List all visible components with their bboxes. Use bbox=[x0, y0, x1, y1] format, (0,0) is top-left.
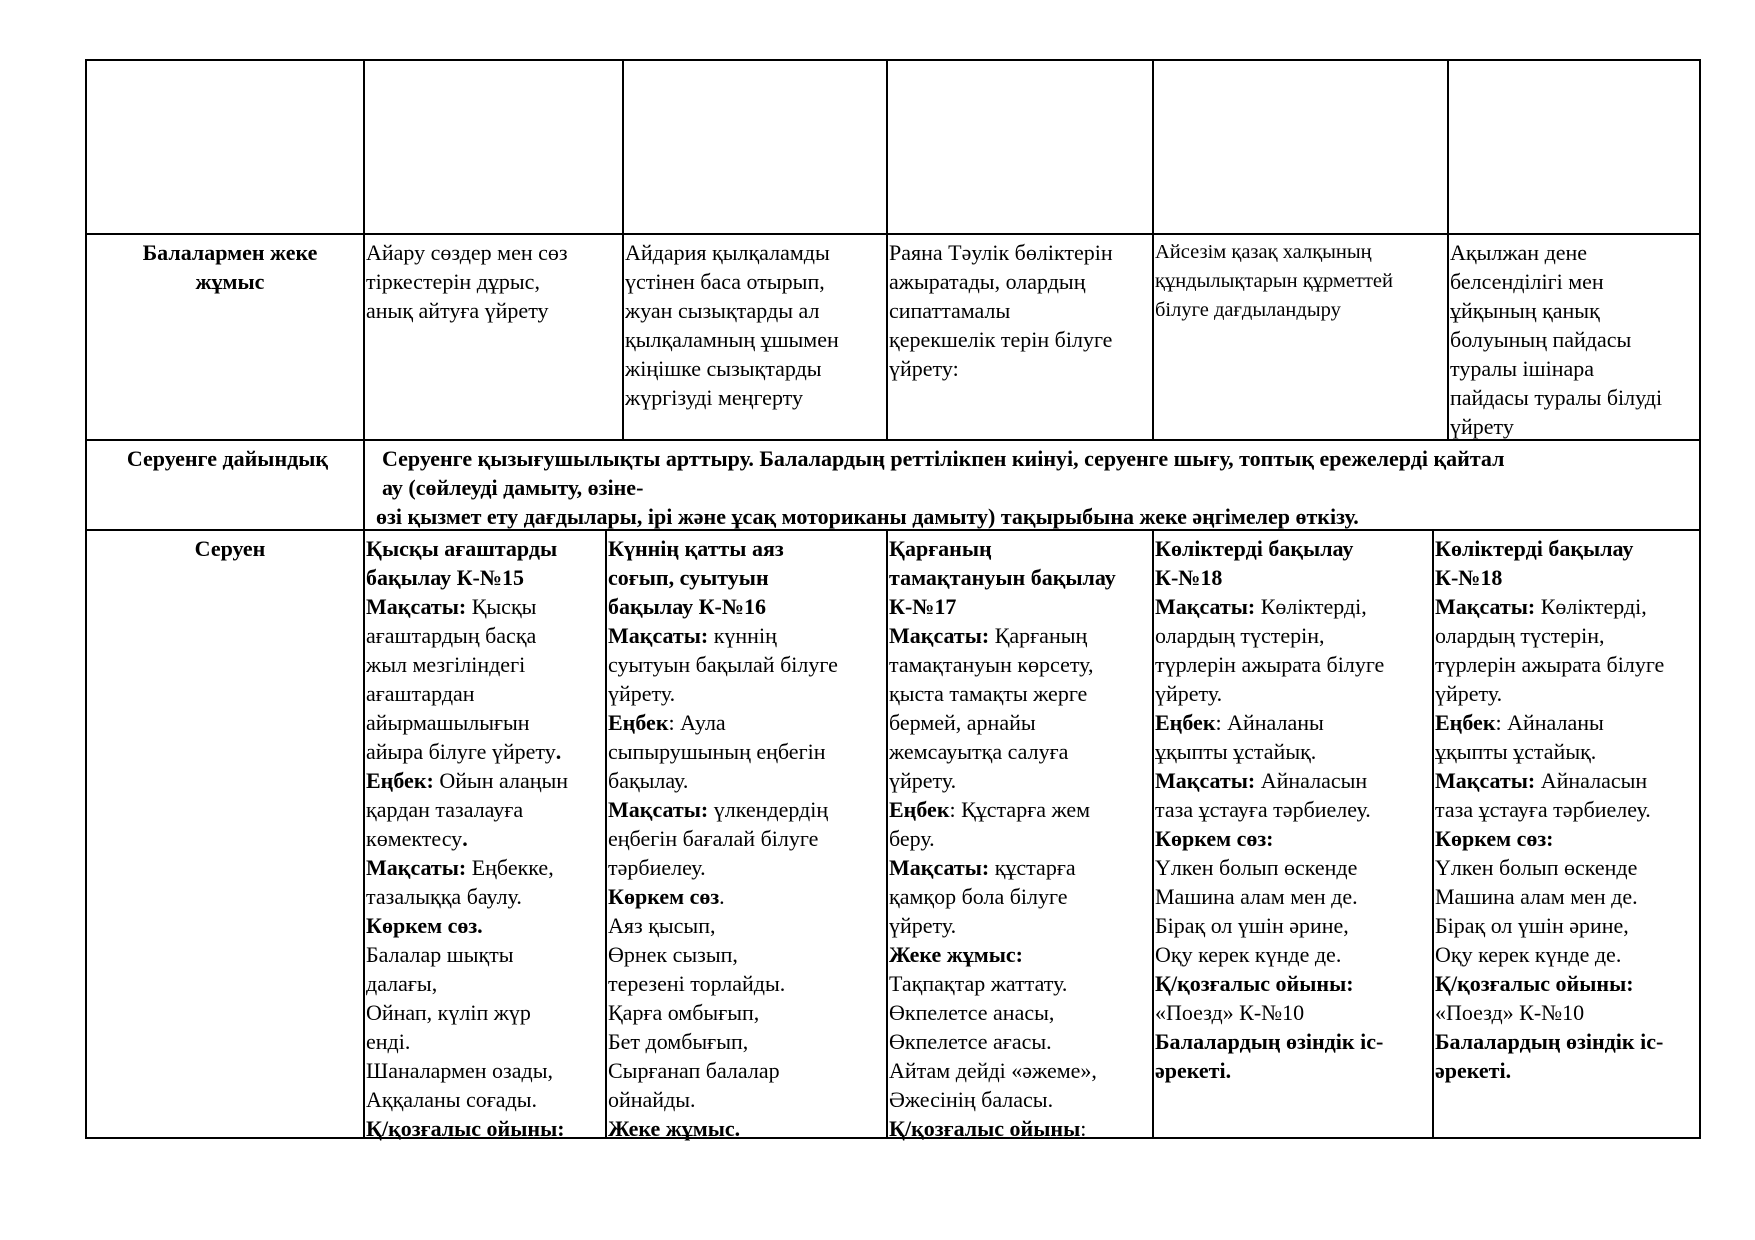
walk-text-line: Балалар шықты bbox=[366, 942, 514, 967]
walk-text-line: Еңбек: Айналаны bbox=[1155, 710, 1324, 735]
walk-text-line: Мақсаты: күннің bbox=[608, 623, 777, 648]
walk-text-line: Әжесінің баласы. bbox=[889, 1087, 1054, 1112]
walk-text-line: Машина алам мен де. bbox=[1435, 884, 1638, 909]
individual-cell-4: Айсезім қазақ халқының құндылықтарын құрметтей білуге дағдыландыру bbox=[1155, 241, 1393, 321]
row-label-individual-work: Балалармен жеке жұмыс bbox=[142, 240, 318, 294]
walk-text-line: ұқыпты ұстайық. bbox=[1155, 739, 1317, 764]
walk-text-line: түрлерін ажырата білуге bbox=[1435, 652, 1665, 677]
individual-cell-5: Ақылжан дене белсенділігі мен ұйқының қанық болуының пайдасы туралы ішінара пайдасы туралы білуді үйрету bbox=[1450, 240, 1663, 439]
walk-text-line: ойнайды. bbox=[608, 1087, 696, 1112]
col-divider-upper-3 bbox=[886, 59, 888, 441]
walk-text-line: енді. bbox=[366, 1029, 411, 1054]
walk-text-line: Қ/қозғалыс ойыны: bbox=[889, 1116, 1087, 1141]
row-divider-1 bbox=[85, 233, 1701, 235]
walk-text-line: жыл мезгіліндегі bbox=[366, 652, 526, 677]
walk-text-line: қамқор бола білуге bbox=[889, 884, 1068, 909]
walk-text-line: үйрету. bbox=[1435, 681, 1503, 706]
walk-text-line: Бірақ ол үшін әрине, bbox=[1435, 913, 1629, 938]
walk-cell-5 bbox=[1435, 534, 1699, 1085]
walk-text-line: Айтам дейді «әжеме», bbox=[889, 1058, 1097, 1083]
walk-text-line: Еңбек: Құстарға жем bbox=[889, 797, 1091, 822]
walk-text-line: Оқу керек күнде де. bbox=[1435, 942, 1622, 967]
walk-text-line: қыста тамақты жерге bbox=[889, 681, 1088, 706]
walk-text-line: Қ/қозғалыс ойыны: bbox=[366, 1116, 565, 1141]
walk-text-line: Сырғанап балалар bbox=[608, 1058, 780, 1083]
walk-text-line: Күннің қатты аяз bbox=[608, 536, 784, 561]
walk-text-line: Мақсаты: үлкендердің bbox=[608, 797, 829, 822]
walk-text-line: үйрету. bbox=[889, 913, 957, 938]
walk-text-line: бақылау К-№15 bbox=[366, 565, 524, 590]
walk-text-line: Мақсаты: Көліктерді, bbox=[1155, 594, 1367, 619]
walk-text-line: Еңбек: Аула bbox=[608, 710, 726, 735]
walk-text-line: Бірақ ол үшін әрине, bbox=[1155, 913, 1349, 938]
walk-cell-1 bbox=[366, 534, 605, 1143]
walk-text-line: Көркем сөз. bbox=[608, 884, 725, 909]
table-border-top bbox=[85, 59, 1701, 61]
walk-text-line: Көліктерді бақылау bbox=[1435, 536, 1634, 561]
walk-text-line: соғып, суытуын bbox=[608, 565, 769, 590]
walk-text-line: Мақсаты: құстарға bbox=[889, 855, 1076, 880]
walk-text-line: Қысқы ағаштарды bbox=[366, 536, 558, 561]
walk-text-line: Көліктерді бақылау bbox=[1155, 536, 1354, 561]
col-divider-upper-4 bbox=[1152, 59, 1154, 441]
col-divider-label bbox=[363, 59, 365, 1139]
walk-text-line: ағаштардың басқа bbox=[366, 623, 537, 648]
individual-cell-2: Айдария қылқаламды үстінен баса отырып, жуан сызықтарды ал қылқаламның ұшымен жіңішке сызықтарды жүргізуді меңгерту bbox=[625, 240, 839, 410]
walk-text-line: Машина алам мен де. bbox=[1155, 884, 1358, 909]
walk-text-line: «Поезд» К-№10 bbox=[1435, 1000, 1585, 1025]
walk-text-line: Қ/қозғалыс ойыны: bbox=[1435, 971, 1634, 996]
walk-text-line: әрекеті. bbox=[1435, 1058, 1512, 1083]
walk-text-line: еңбегін бағалай білуге bbox=[608, 826, 819, 851]
walk-text-line: беру. bbox=[889, 826, 935, 851]
walk-text-line: тамақтануын бақылау bbox=[889, 565, 1116, 590]
walk-text-line: терезені торлайды. bbox=[608, 971, 786, 996]
col-divider-walk-3 bbox=[886, 529, 888, 1139]
walk-text-line: «Поезд» К-№10 bbox=[1155, 1000, 1305, 1025]
walk-text-line: түрлерін ажырата білуге bbox=[1155, 652, 1385, 677]
walk-text-line: Көркем сөз. bbox=[366, 913, 483, 938]
col-divider-walk-5 bbox=[1432, 529, 1434, 1139]
walk-text-line: Жеке жұмыс: bbox=[889, 942, 1023, 967]
walk-text-line: тамақтануын көрсету, bbox=[889, 652, 1094, 677]
walk-text-line: Еңбек: Айналаны bbox=[1435, 710, 1604, 735]
walk-text-line: үйрету. bbox=[889, 768, 957, 793]
walk-text-line: Бет домбығып, bbox=[608, 1029, 749, 1054]
walk-text-line: тазалыққа баулу. bbox=[366, 884, 522, 909]
individual-cell-1: Айару сөздер мен сөз тіркестерін дұрыс, анық айтуға үйрету bbox=[366, 240, 568, 323]
walk-cell-3 bbox=[889, 534, 1152, 1143]
walk-text-line: Қ/қозғалыс ойыны: bbox=[1155, 971, 1354, 996]
walk-text-line: Мақсаты: Көліктерді, bbox=[1435, 594, 1647, 619]
walk-text-line: Мақсаты: Айналасын bbox=[1435, 768, 1648, 793]
walk-text-line: Жеке жұмыс. bbox=[608, 1116, 741, 1141]
walk-text-line: ағаштардан bbox=[366, 681, 475, 706]
walk-text-line: Аяз қысып, bbox=[608, 913, 716, 938]
walk-text-line: тәрбиелеу. bbox=[608, 855, 706, 880]
col-divider-upper-2 bbox=[622, 59, 624, 441]
walk-text-line: суытуын бақылай білуге bbox=[608, 652, 838, 677]
table-border-left bbox=[85, 59, 87, 1139]
walk-text-line: Шаналармен озады, bbox=[366, 1058, 553, 1083]
walk-text-line: қардан тазалауға bbox=[366, 797, 524, 822]
walk-text-line: Қарғаның bbox=[889, 536, 992, 561]
walk-text-line: Аққаланы соғады. bbox=[366, 1087, 538, 1112]
col-divider-walk-2 bbox=[605, 529, 607, 1139]
walk-text-line: Көркем сөз: bbox=[1155, 826, 1274, 851]
walk-text-line: Мақсаты: Айналасын bbox=[1155, 768, 1368, 793]
walk-text-line: бермей, арнайы bbox=[889, 710, 1036, 735]
walk-text-line: К-№18 bbox=[1155, 565, 1223, 590]
walk-text-line: К-№18 bbox=[1435, 565, 1503, 590]
walk-text-line: Қарға омбығып, bbox=[608, 1000, 760, 1025]
walk-text-line: таза ұстауға тәрбиелеу. bbox=[1155, 797, 1371, 822]
row-label-walk: Серуен bbox=[194, 536, 266, 561]
walk-text-line: Өкпелетсе ағасы. bbox=[889, 1029, 1052, 1054]
walk-text-line: Тақпақтар жаттату. bbox=[889, 971, 1068, 996]
row-label-walk-prep: Серуенге дайындық bbox=[126, 446, 329, 471]
walk-prep-text: Серуенге қызығушылықты арттыру. Балалардың реттілікпен киінуі, серуенге шығу, топтық ережелерді қайтал ау (сөйлеуді дамыту, өзіне- өзі қызмет ету дағдылары, ірі және ұсақ моториканы дамыту) тақырыбына жеке әңгімелер өткізу. bbox=[376, 446, 1505, 529]
walk-text-line: жемсауытқа салуға bbox=[889, 739, 1069, 764]
table-border-right bbox=[1699, 59, 1701, 1139]
walk-text-line: үйрету. bbox=[1155, 681, 1223, 706]
walk-text-line: көмектесу. bbox=[366, 826, 468, 851]
walk-text-line: әрекеті. bbox=[1155, 1058, 1232, 1083]
walk-text-line: олардың түстерін, bbox=[1155, 623, 1325, 648]
walk-text-line: Үлкен болып өскенде bbox=[1435, 855, 1638, 880]
walk-cell-2 bbox=[608, 534, 886, 1143]
walk-text-line: Мақсаты: Еңбекке, bbox=[366, 855, 554, 880]
walk-text-line: Ойнап, күліп жүр bbox=[366, 1000, 531, 1025]
walk-text-line: Балалардың өзіндік іс- bbox=[1435, 1029, 1664, 1054]
individual-cell-3: Раяна Тәулік бөліктерін ажыратады, олардың сипаттамалы қерекшелік терін білуге үйрету: bbox=[889, 240, 1113, 381]
walk-text-line: сыпырушының еңбегін bbox=[608, 739, 826, 764]
walk-text-line: бақылау. bbox=[608, 768, 689, 793]
walk-text-line: К-№17 bbox=[889, 594, 957, 619]
walk-text-line: Үлкен болып өскенде bbox=[1155, 855, 1358, 880]
walk-text-line: бақылау К-№16 bbox=[608, 594, 766, 619]
walk-text-line: олардың түстерін, bbox=[1435, 623, 1605, 648]
walk-text-line: айырмашылығын bbox=[366, 710, 530, 735]
walk-text-line: Өкпелетсе анасы, bbox=[889, 1000, 1055, 1025]
walk-text-line: үйрету. bbox=[608, 681, 676, 706]
col-divider-upper-5 bbox=[1447, 59, 1449, 441]
walk-text-line: Көркем сөз: bbox=[1435, 826, 1554, 851]
walk-text-line: Өрнек сызып, bbox=[608, 942, 738, 967]
walk-text-line: далағы, bbox=[366, 971, 438, 996]
walk-text-line: Оқу керек күнде де. bbox=[1155, 942, 1342, 967]
walk-text-line: Мақсаты: Қарғаның bbox=[889, 623, 1088, 648]
walk-text-line: Мақсаты: Қысқы bbox=[366, 594, 537, 619]
walk-text-line: Еңбек: Ойын алаңын bbox=[366, 768, 569, 793]
walk-text-line: айыра білуге үйрету. bbox=[366, 739, 562, 764]
col-divider-walk-4 bbox=[1152, 529, 1154, 1139]
walk-text-line: Балалардың өзіндік іс- bbox=[1155, 1029, 1384, 1054]
walk-cell-4 bbox=[1155, 534, 1432, 1085]
walk-text-line: ұқыпты ұстайық. bbox=[1435, 739, 1597, 764]
walk-text-line: таза ұстауға тәрбиелеу. bbox=[1435, 797, 1651, 822]
